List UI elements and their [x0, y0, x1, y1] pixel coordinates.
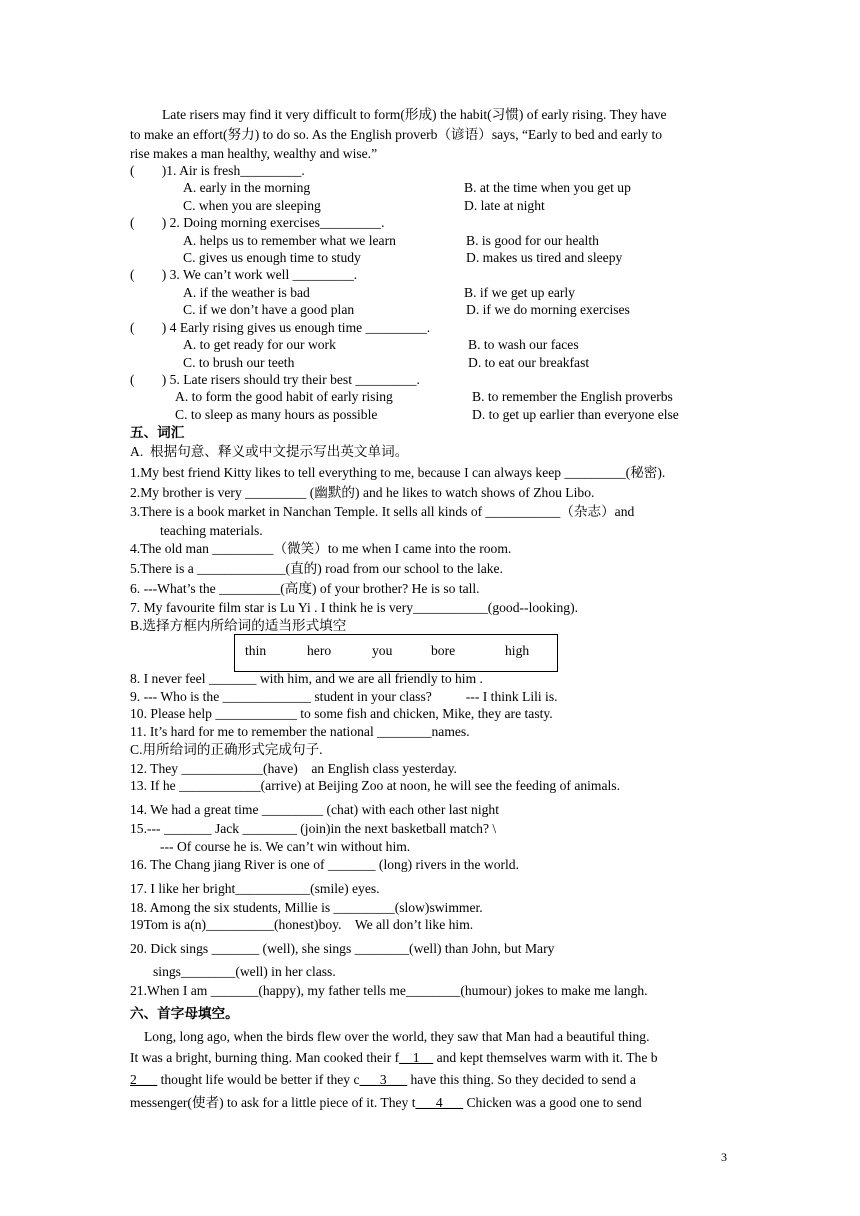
- cloze-blank-4[interactable]: ___4___: [415, 1095, 464, 1110]
- fill-item: 11. It’s hard for me to remember the national ________names.: [130, 724, 470, 739]
- verb-item: 13. If he ____________(arrive) at Beijing Zoo at noon, he will see the feeding of animals.: [130, 778, 620, 793]
- section-5-heading: 五、词汇: [130, 425, 185, 440]
- verb-item: 17. I like her bright___________(smile) eyes.: [130, 881, 380, 896]
- cloze-line-3: 2___ thought life would be better if they c___3___ have this thing. So they decided to send a: [130, 1072, 636, 1087]
- question-stem: ( ) 2. Doing morning exercises_________.: [130, 215, 385, 230]
- passage-line-2: to make an effort(努力) to do so. As the English proverb（谚语）says, “Early to bed and early to: [130, 127, 663, 142]
- option-a: A. early in the morning: [183, 180, 311, 195]
- vocab-item: 7. My favourite film star is Lu Yi . I think he is very___________(good--looking).: [130, 600, 579, 615]
- passage-line-3: rise makes a man healthy, wealthy and wise.”: [130, 146, 378, 161]
- cloze-blank-2[interactable]: 2___: [130, 1072, 158, 1087]
- vocab-item: 1.My best friend Kitty likes to tell everything to me, because I can always keep _________(秘密).: [130, 465, 666, 480]
- question-stem: ( ) 5. Late risers should try their best _________.: [130, 372, 420, 387]
- vocab-item: 6. ---What’s the _________(高度) of your brother? He is so tall.: [130, 581, 480, 596]
- question-stem: ( ) 3. We can’t work well _________.: [130, 267, 358, 282]
- vocab-item: 5.There is a _____________(直的) road from our school to the lake.: [130, 561, 503, 576]
- passage-line-1: Late risers may find it very difficult to form(形成) the habit(习惯) of early rising. They have: [162, 107, 667, 122]
- verb-item: 12. They ____________(have) an English class yesterday.: [130, 761, 457, 776]
- verb-item: 18. Among the six students, Millie is _________(slow)swimmer.: [130, 900, 483, 915]
- option-c: C. to sleep as many hours as possible: [175, 407, 378, 422]
- question-stem: ( ) 4 Early rising gives us enough time _________.: [130, 320, 431, 335]
- option-d: D. makes us tired and sleepy: [466, 250, 623, 265]
- verb-item-continuation: --- Of course he is. We can’t win without him.: [160, 839, 411, 854]
- verb-item: 15.--- _______ Jack ________ (join)in the next basketball match? \: [130, 821, 497, 836]
- box-word: hero: [307, 643, 332, 658]
- section-6-heading: 六、首字母填空。: [130, 1006, 239, 1021]
- box-word: high: [505, 643, 530, 658]
- option-c: C. when you are sleeping: [183, 198, 321, 213]
- verb-item: 21.When I am _______(happy), my father tells me________(humour) jokes to make me langh.: [130, 983, 648, 998]
- option-a: A. to get ready for our work: [183, 337, 336, 352]
- option-b: B. is good for our health: [466, 233, 599, 248]
- section-5c-heading: C.用所给词的正确形式完成句子.: [130, 742, 323, 757]
- vocab-item: 3.There is a book market in Nanchan Temple. It sells all kinds of ___________（杂志）and: [130, 504, 635, 519]
- box-word: bore: [431, 643, 456, 658]
- option-b: B. if we get up early: [464, 285, 575, 300]
- option-d: D. if we do morning exercises: [466, 302, 630, 317]
- option-c: C. to brush our teeth: [183, 355, 295, 370]
- vocab-item-continuation: teaching materials.: [160, 523, 263, 538]
- vocab-item: 2.My brother is very _________ (幽默的) and he likes to watch shows of Zhou Libo.: [130, 485, 595, 500]
- fill-item: 8. I never feel _______ with him, and we are all friendly to him .: [130, 671, 483, 686]
- cloze-blank-3[interactable]: ___3___: [359, 1072, 408, 1087]
- cloze-line-4: messenger(使者) to ask for a little piece of it. They t___4___ Chicken was a good one to send: [130, 1095, 642, 1110]
- option-d: D. to get up earlier than everyone else: [472, 407, 679, 422]
- option-a: A. helps us to remember what we learn: [183, 233, 396, 248]
- question-stem: ( )1. Air is fresh_________.: [130, 163, 305, 178]
- option-c: C. gives us enough time to study: [183, 250, 361, 265]
- option-c: C. if we don’t have a good plan: [183, 302, 355, 317]
- verb-item: 14. We had a great time _________ (chat) with each other last night: [130, 802, 499, 817]
- option-b: B. to remember the English proverbs: [472, 389, 673, 404]
- cloze-blank-1[interactable]: __1__: [399, 1050, 434, 1065]
- verb-item: 19Tom is a(n)__________(honest)boy. We all don’t like him.: [130, 917, 474, 932]
- section-5b-heading: B.选择方框内所给词的适当形式填空: [130, 618, 347, 633]
- cloze-line-1: Long, long ago, when the birds flew over the world, they saw that Man had a beautiful thing.: [144, 1029, 650, 1044]
- section-5a-heading: A. 根据句意、释义或中文提示写出英文单词。: [130, 444, 409, 459]
- word-box: [234, 634, 558, 672]
- page-number: 3: [721, 1150, 727, 1164]
- verb-item: 16. The Chang jiang River is one of _______ (long) rivers in the world.: [130, 857, 519, 872]
- option-b: B. at the time when you get up: [464, 180, 631, 195]
- option-d: D. to eat our breakfast: [468, 355, 590, 370]
- vocab-item: 4.The old man _________（微笑）to me when I came into the room.: [130, 541, 512, 556]
- option-d: D. late at night: [464, 198, 545, 213]
- option-b: B. to wash our faces: [468, 337, 579, 352]
- fill-item: 10. Please help ____________ to some fish and chicken, Mike, they are tasty.: [130, 706, 553, 721]
- option-a: A. if the weather is bad: [183, 285, 310, 300]
- cloze-line-2: It was a bright, burning thing. Man cooked their f__1__ and kept themselves warm with it. The b: [130, 1050, 658, 1065]
- box-word: thin: [245, 643, 267, 658]
- fill-item: 9. --- Who is the _____________ student in your class? --- I think Lili is.: [130, 689, 558, 704]
- box-word: you: [372, 643, 393, 658]
- verb-item: 20. Dick sings _______ (well), she sings ________(well) than John, but Mary: [130, 941, 555, 956]
- option-a: A. to form the good habit of early rising: [175, 389, 393, 404]
- verb-item-continuation: sings________(well) in her class.: [153, 964, 336, 979]
